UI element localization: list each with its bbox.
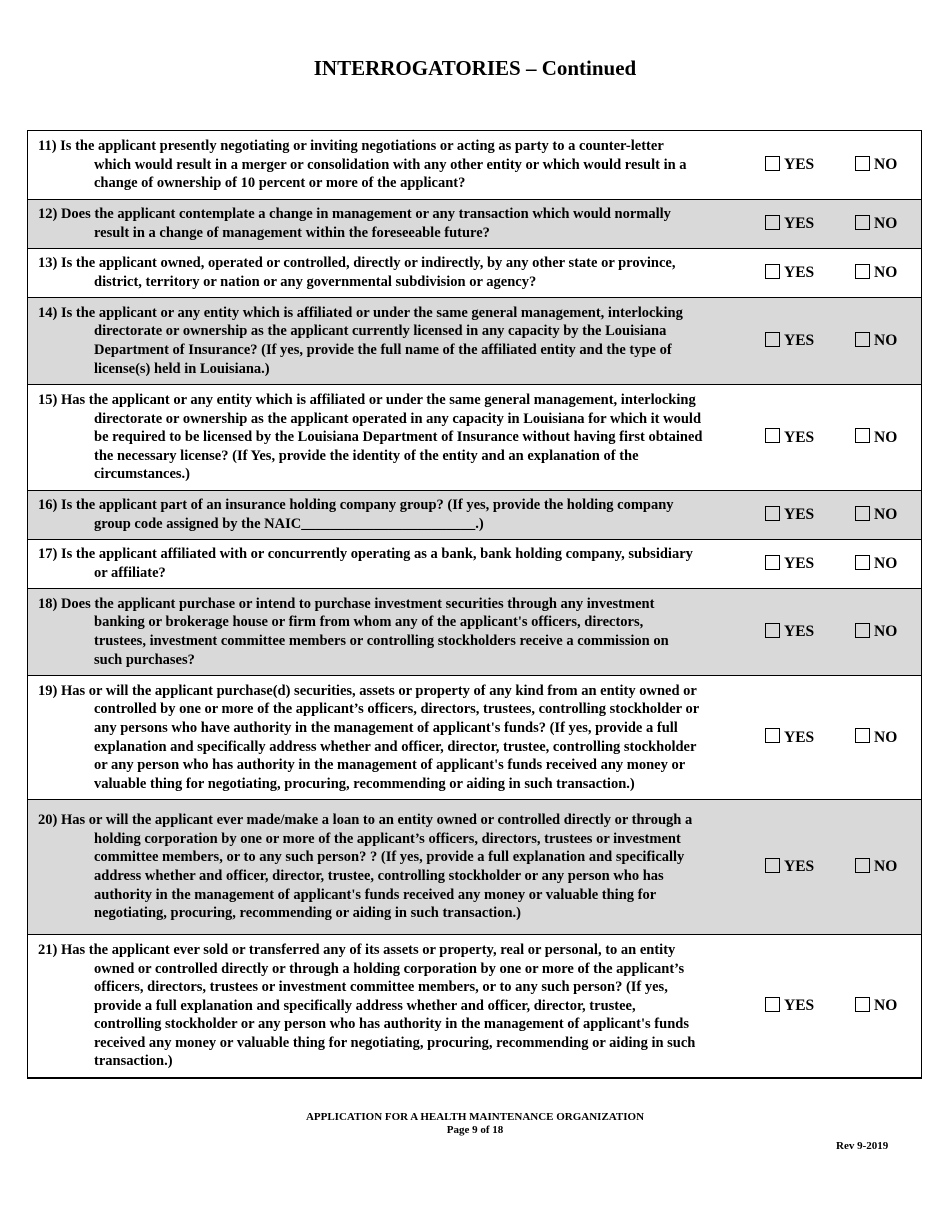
question-lead-line: 21) Has the applicant ever sold or transferred any of its assets or property, real or personal, to an entity (38, 941, 676, 958)
question-continuation-line: received any money or valuable thing for negotiating, procuring, recommending or aiding in such (94, 1034, 696, 1051)
no-checkbox-option[interactable] (843, 264, 921, 282)
no-label: NO (874, 506, 898, 523)
question-continuation-line: or affiliate? (94, 565, 166, 581)
footer (0, 1111, 950, 1137)
no-checkbox[interactable] (855, 728, 870, 743)
yes-checkbox[interactable] (765, 623, 780, 638)
yes-checkbox-option[interactable] (748, 729, 843, 747)
question-row (28, 199, 921, 248)
question-lead-line: 15) Has the applicant or any entity which is affiliated or under the same general management, interlocking (38, 392, 696, 409)
no-checkbox[interactable] (855, 623, 870, 638)
yes-checkbox-option[interactable] (748, 332, 843, 350)
no-label: NO (874, 555, 898, 572)
question-continuation-line: committee members, or to any such person? ? (If yes, provide a full explanation and specifically (94, 849, 685, 866)
question-continuation-line: banking or brokerage house or firm from whom any of the applicant's officers, directors, (94, 614, 644, 631)
question-row (28, 248, 921, 297)
yes-label: YES (784, 264, 815, 281)
question-continuation-line: result in a change of management within the foreseeable future? (94, 225, 490, 241)
yes-label: YES (784, 428, 815, 446)
question-continuation-line: such purchases? (94, 651, 195, 668)
yes-label: YES (784, 506, 815, 523)
no-checkbox-option[interactable] (843, 858, 921, 876)
no-checkbox-option[interactable] (843, 332, 921, 350)
yes-checkbox[interactable] (765, 555, 780, 570)
no-checkbox[interactable] (855, 264, 870, 279)
question-row (28, 934, 921, 1077)
yes-checkbox-option[interactable] (748, 858, 843, 876)
no-checkbox[interactable] (855, 506, 870, 521)
question-continuation-line: controlling stockholder or any person who has authority in the management of applicant's funds (94, 1016, 689, 1033)
question-text (28, 595, 748, 669)
yes-checkbox[interactable] (765, 215, 780, 230)
question-continuation-line: directorate or ownership as the applicant currently licensed in any capacity by the Louisiana (94, 323, 667, 340)
revision-label: Rev 9-2019 (836, 1140, 889, 1152)
yes-checkbox[interactable] (765, 264, 780, 279)
no-label: NO (874, 858, 898, 875)
yes-checkbox[interactable] (765, 156, 780, 171)
question-row (28, 297, 921, 384)
question-continuation-line: transaction.) (94, 1053, 173, 1070)
question-text (28, 545, 748, 582)
question-text (28, 137, 748, 193)
question-continuation-line: circumstances.) (94, 466, 190, 483)
yes-label: YES (784, 997, 815, 1014)
question-continuation-line: valuable thing for negotiating, procuring, recommending or aiding in such transaction.) (94, 775, 635, 792)
interrogatories-table (27, 130, 922, 1079)
question-continuation-line: which would result in a merger or consolidation with any other entity or which would result in a (94, 156, 687, 173)
question-continuation-line: license(s) held in Louisiana.) (94, 360, 270, 377)
yes-checkbox[interactable] (765, 428, 780, 443)
page-title: INTERROGATORIES – Continued (313, 56, 637, 80)
yes-checkbox[interactable] (765, 858, 780, 873)
question-continuation-line: provide a full explanation and specifically address whether and officer, director, trustee, (94, 997, 636, 1014)
question-continuation-line: directorate or ownership as the applicant operated in any capacity in Louisiana for which it would (94, 410, 702, 427)
yes-label: YES (784, 728, 815, 746)
no-checkbox-option[interactable] (843, 997, 921, 1015)
yes-checkbox-option[interactable] (748, 429, 843, 447)
question-row (28, 539, 921, 588)
yes-checkbox[interactable] (765, 728, 780, 743)
no-label: NO (874, 215, 898, 232)
yes-label: YES (784, 555, 815, 572)
question-lead-line: 16) Is the applicant part of an insurance holding company group? (If yes, provide the holding company (38, 497, 674, 514)
question-text (28, 496, 748, 533)
question-text (28, 941, 748, 1071)
question-lead-line: 20) Has or will the applicant ever made/make a loan to an entity owned or controlled directly or through a (38, 812, 693, 829)
question-row (28, 384, 921, 490)
no-checkbox-option[interactable] (843, 555, 921, 573)
question-row (28, 131, 921, 199)
yes-checkbox-option[interactable] (748, 264, 843, 282)
question-text (28, 304, 748, 378)
yes-checkbox[interactable] (765, 332, 780, 347)
question-continuation-line: the necessary license? (If Yes, provide the identity of the entity and an explanation of the (94, 447, 639, 464)
question-continuation-line: authority in the management of applicant's funds received any money or valuable thing for (94, 886, 657, 903)
question-lead-line: 13) Is the applicant owned, operated or controlled, directly or indirectly, by any other state or province, (38, 255, 676, 272)
no-checkbox-option[interactable] (843, 729, 921, 747)
no-checkbox[interactable] (855, 332, 870, 347)
question-text (28, 811, 748, 923)
no-checkbox[interactable] (855, 156, 870, 171)
question-text (28, 205, 748, 242)
question-continuation-line: district, territory or nation or any governmental subdivision or agency? (94, 274, 537, 290)
yes-checkbox-option[interactable] (748, 623, 843, 641)
yes-label: YES (784, 156, 815, 173)
no-label: NO (874, 156, 898, 173)
no-checkbox[interactable] (855, 858, 870, 873)
no-checkbox-option[interactable] (843, 215, 921, 233)
question-continuation-line: address whether and officer, director, trustee, controlling stockholder or any person who has (94, 868, 664, 884)
no-checkbox[interactable] (855, 428, 870, 443)
question-row (28, 490, 921, 539)
no-checkbox[interactable] (855, 215, 870, 230)
question-continuation-line: controlled by one or more of the applicant’s officers, directors, trustees, controlling stockholder or (94, 701, 700, 718)
yes-checkbox-option[interactable] (748, 555, 843, 573)
question-row (28, 675, 921, 799)
question-continuation-line: owned or controlled directly or through a holding corporation by one or more of the applicant’s (94, 960, 685, 977)
question-continuation-line: negotiating, procuring, recommending or aiding in such transaction.) (94, 905, 521, 922)
question-lead-line: 14) Is the applicant or any entity which is affiliated or under the same general management, interlocking (38, 304, 683, 321)
question-continuation-line: or any person who has authority in the management of applicant's funds received any money or (94, 757, 686, 774)
question-lead-line: 18) Does the applicant purchase or intend to purchase investment securities through any investment (38, 595, 655, 612)
yes-checkbox-option[interactable] (748, 215, 843, 233)
question-continuation-line: group code assigned by the NAIC________________________.) (94, 516, 484, 532)
question-text (28, 682, 748, 794)
no-label: NO (874, 264, 898, 281)
yes-label: YES (784, 332, 815, 349)
yes-checkbox-option[interactable] (748, 997, 843, 1015)
question-continuation-line: explanation and specifically address whether and officer, director, trustee, controlling stockholder (94, 738, 697, 755)
yes-checkbox[interactable] (765, 997, 780, 1012)
no-checkbox-option[interactable] (843, 429, 921, 447)
question-continuation-line: holding corporation by one or more of the applicant’s officers, directors, trustees or investment (94, 830, 681, 847)
yes-checkbox[interactable] (765, 506, 780, 521)
question-lead-line: 11) Is the applicant presently negotiating or inviting negotiations or acting as party to a counter-letter (38, 138, 664, 155)
no-checkbox-option[interactable] (843, 156, 921, 174)
no-label: NO (874, 997, 898, 1014)
question-lead-line: 19) Has or will the applicant purchase(d) securities, assets or property of any kind from an entity owned or (38, 682, 697, 699)
no-label: NO (874, 332, 898, 349)
question-lead-line: 17) Is the applicant affiliated with or concurrently operating as a bank, bank holding company, subsidiary (38, 546, 693, 563)
question-continuation-line: be required to be licensed by the Louisiana Department of Insurance without having first obtained (94, 429, 703, 446)
no-checkbox-option[interactable] (843, 623, 921, 641)
footer-form-name: APPLICATION FOR A HEALTH MAINTENANCE ORGANIZATION (305, 1111, 645, 1123)
question-row (28, 588, 921, 675)
question-continuation-line: any persons who have authority in the management of applicant's funds? (If yes, provide a full (94, 719, 678, 736)
yes-label: YES (784, 858, 815, 875)
question-row (28, 799, 921, 934)
no-checkbox-option[interactable] (843, 506, 921, 524)
question-text (28, 391, 748, 484)
no-label: NO (874, 623, 898, 640)
question-continuation-line: Department of Insurance? (If yes, provide the full name of the affiliated entity and the type of (94, 342, 672, 358)
yes-label: YES (784, 623, 815, 640)
no-label: NO (874, 428, 898, 446)
no-label: NO (874, 728, 898, 746)
question-continuation-line: change of ownership of 10 percent or more of the applicant? (94, 175, 466, 192)
yes-checkbox-option[interactable] (748, 506, 843, 524)
no-checkbox[interactable] (855, 997, 870, 1012)
question-lead-line: 12) Does the applicant contemplate a change in management or any transaction which would normally (38, 206, 671, 223)
footer-page-number: Page 9 of 18 (446, 1124, 504, 1136)
no-checkbox[interactable] (855, 555, 870, 570)
question-continuation-line: officers, directors, trustees or investment committee members, or to any such person? (If yes, (94, 979, 668, 996)
question-text (28, 254, 748, 291)
question-continuation-line: trustees, investment committee members or controlling stockholders receive a commission on (94, 633, 669, 649)
yes-label: YES (784, 215, 815, 232)
yes-checkbox-option[interactable] (748, 156, 843, 174)
